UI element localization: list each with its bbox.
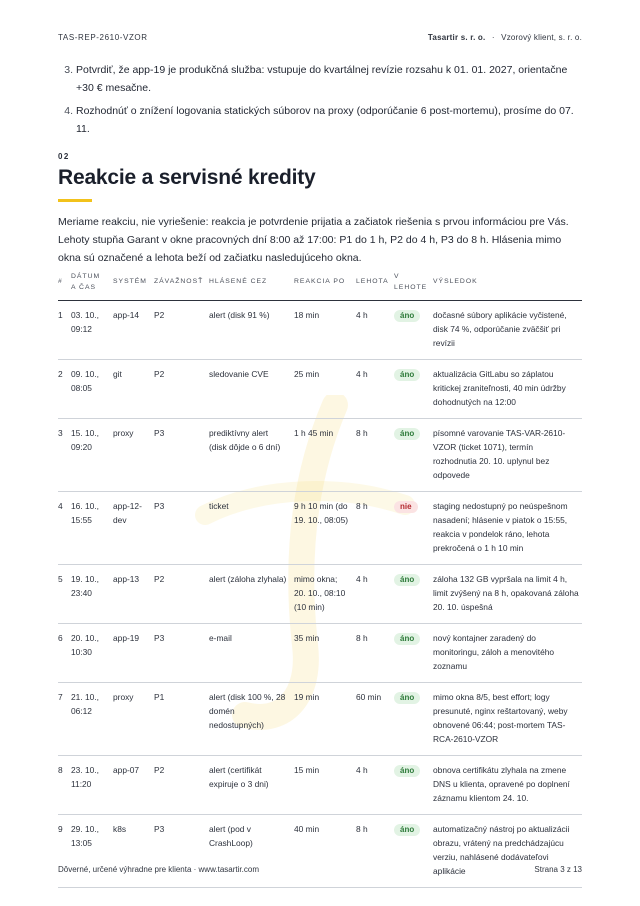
row-system: proxy (110, 683, 151, 756)
row-system: git (110, 360, 151, 419)
footer-confidential: Dôverné, určené výhradne pre klienta · www.tasartir.com (58, 865, 259, 874)
row-result: obnova certifikátu zlyhala na zmene DNS u klienta, opravené po doplnení záznamu klientom 24. 10. (430, 756, 582, 815)
row-limit: 4 h (353, 301, 391, 360)
column-header-limit: LEHOTA (353, 270, 391, 301)
row-reported-via: alert (disk 91 %) (206, 301, 291, 360)
row-in-limit-badge: áno (394, 765, 420, 777)
table-row (58, 756, 582, 815)
row-in-limit (391, 419, 430, 492)
header-client: Vzorový klient, s. r. o. (501, 32, 582, 42)
row-system: proxy (110, 419, 151, 492)
row-system: app-13 (110, 565, 151, 624)
row-index: 1 (58, 301, 68, 360)
row-result: aktualizácia GitLabu so záplatou kritickej zraniteľnosti, 40 min údržby dohodnutých na 12:00 (430, 360, 582, 419)
list-item-text: Potvrdiť, že app-19 je produkčná služba: vstupuje do kvartálnej revízie rozsahu k 01. 01. 2027, orientačne +30 € mesačne. (76, 64, 568, 94)
row-result: záloha 132 GB vypršala na limit 4 h, limit zvýšený na 8 h, opakovaná záloha 20. 10. úspešná (430, 565, 582, 624)
row-date: 16. 10., 15:55 (68, 492, 110, 565)
row-severity: P3 (151, 624, 206, 683)
row-limit: 8 h (353, 419, 391, 492)
row-limit: 4 h (353, 360, 391, 419)
table-row (58, 624, 582, 683)
row-in-limit-badge: áno (394, 633, 420, 645)
row-in-limit (391, 301, 430, 360)
row-reported-via: sledovanie CVE (206, 360, 291, 419)
row-response: 40 min (291, 815, 353, 888)
header-separator: · (491, 32, 495, 42)
row-in-limit-badge: áno (394, 369, 420, 381)
page-number: Strana 3 z 13 (534, 865, 582, 874)
row-date: 29. 10., 13:05 (68, 815, 110, 888)
row-response: 25 min (291, 360, 353, 419)
row-result: písomné varovanie TAS-VAR-2610-VZOR (ticket 1071), termín rozhodnutia 20. 10. uplynul bez odpovede (430, 419, 582, 492)
row-index: 9 (58, 815, 68, 888)
header-company-client (428, 33, 582, 42)
list-item (58, 61, 588, 97)
row-in-limit (391, 815, 430, 888)
list-item-text: Rozhodnúť o znížení logovania statických súborov na proxy (odporúčanie 6 post-mortemu), prosíme do 07. 11. (76, 105, 574, 135)
row-date: 03. 10., 09:12 (68, 301, 110, 360)
row-reported-via: alert (disk 100 %, 28 domén nedostupných) (206, 683, 291, 756)
row-in-limit-badge: nie (394, 501, 418, 513)
row-in-limit-badge: áno (394, 310, 420, 322)
column-header-index: # (58, 270, 68, 301)
table-row (58, 492, 582, 565)
row-reported-via: prediktívny alert (disk dôjde o 6 dní) (206, 419, 291, 492)
row-limit: 60 min (353, 683, 391, 756)
document-id: TAS-REP-2610-VZOR (58, 32, 148, 42)
row-in-limit (391, 683, 430, 756)
intro-list (58, 61, 588, 143)
table-row (58, 360, 582, 419)
list-item-number: 4. (64, 105, 73, 117)
row-severity: P1 (151, 683, 206, 756)
row-response: 15 min (291, 756, 353, 815)
row-index: 8 (58, 756, 68, 815)
row-response: 19 min (291, 683, 353, 756)
reaction-table (58, 270, 582, 888)
row-severity: P2 (151, 301, 206, 360)
page-header (58, 31, 582, 43)
row-index: 5 (58, 565, 68, 624)
row-date: 09. 10., 08:05 (68, 360, 110, 419)
row-in-limit-badge: áno (394, 574, 420, 586)
row-in-limit-badge: áno (394, 692, 420, 704)
table-row (58, 815, 582, 888)
row-system: app-12-dev (110, 492, 151, 565)
row-severity: P2 (151, 565, 206, 624)
row-system: k8s (110, 815, 151, 888)
row-severity: P3 (151, 815, 206, 888)
row-in-limit (391, 360, 430, 419)
list-item (58, 102, 588, 138)
row-in-limit (391, 756, 430, 815)
row-limit: 4 h (353, 756, 391, 815)
table-row (58, 419, 582, 492)
row-response: mimo okna; 20. 10., 08:10 (10 min) (291, 565, 353, 624)
row-date: 21. 10., 06:12 (68, 683, 110, 756)
column-header-severity: ZÁVAŽNOSŤ (151, 270, 206, 301)
row-reported-via: alert (pod v CrashLoop) (206, 815, 291, 888)
row-index: 6 (58, 624, 68, 683)
column-header-in-limit: V LEHOTE (391, 270, 430, 301)
row-system: app-14 (110, 301, 151, 360)
row-response: 35 min (291, 624, 353, 683)
row-result: dočasné súbory aplikácie vyčistené, disk 74 %, odporúčanie zväčšiť pri revízii (430, 301, 582, 360)
column-header-reported-via: HLÁSENÉ CEZ (206, 270, 291, 301)
section-title: Reakcie a servisné kredity (58, 166, 316, 189)
row-limit: 8 h (353, 815, 391, 888)
row-in-limit-badge: áno (394, 824, 420, 836)
row-system: app-19 (110, 624, 151, 683)
row-in-limit-badge: áno (394, 428, 420, 440)
row-in-limit (391, 624, 430, 683)
row-severity: P2 (151, 756, 206, 815)
table-row (58, 683, 582, 756)
row-response: 9 h 10 min (do 19. 10., 08:05) (291, 492, 353, 565)
row-date: 19. 10., 23:40 (68, 565, 110, 624)
row-result: staging nedostupný po neúspešnom nasadení; hlásenie v piatok o 15:55, reakcia v pondelok ráno, lehota prekročená o 1 h 10 min (430, 492, 582, 565)
row-response: 1 h 45 min (291, 419, 353, 492)
row-reported-via: e-mail (206, 624, 291, 683)
row-date: 20. 10., 10:30 (68, 624, 110, 683)
row-result: nový kontajner zaradený do monitoringu, záloh a menovitého zoznamu (430, 624, 582, 683)
row-severity: P3 (151, 492, 206, 565)
table-row (58, 565, 582, 624)
row-system: app-07 (110, 756, 151, 815)
row-limit: 4 h (353, 565, 391, 624)
row-index: 7 (58, 683, 68, 756)
row-severity: P2 (151, 360, 206, 419)
column-header-date: DÁTUM A ČAS (68, 270, 110, 301)
list-item-number: 3. (64, 64, 73, 76)
row-limit: 8 h (353, 492, 391, 565)
row-response: 18 min (291, 301, 353, 360)
table-row (58, 301, 582, 360)
column-header-system: SYSTÉM (110, 270, 151, 301)
row-limit: 8 h (353, 624, 391, 683)
row-date: 23. 10., 11:20 (68, 756, 110, 815)
row-reported-via: ticket (206, 492, 291, 565)
section-lead: Meriame reakciu, nie vyriešenie: reakcia je potvrdenie prijatia a začiatok riešenia s prvou informáciou pre Vás. Lehoty stupňa Garant v okne pracovných dní 8:00 až 17:00: P1 do 1 h, P2 do 4 h, P3 do 8 h. Hlásenia mimo okna sú označené a lehota beží od začiatku nasledujúceho okna. (58, 216, 569, 264)
column-header-result: VÝSLEDOK (430, 270, 582, 301)
row-date: 15. 10., 09:20 (68, 419, 110, 492)
row-severity: P3 (151, 419, 206, 492)
row-index: 4 (58, 492, 68, 565)
table-header-row (58, 270, 582, 301)
row-in-limit (391, 492, 430, 565)
section-number: 02 (58, 152, 70, 161)
header-company: Tasartir s. r. o. (427, 32, 486, 42)
row-reported-via: alert (záloha zlyhala) (206, 565, 291, 624)
title-accent-bar (58, 199, 92, 202)
row-reported-via: alert (certifikát expiruje o 3 dni) (206, 756, 291, 815)
column-header-response: REAKCIA PO (291, 270, 353, 301)
row-result: mimo okna 8/5, best effort; logy presunuté, nginx reštartovaný, weby obnovené 06:44; post-mortem TAS-RCA-2610-VZOR (430, 683, 582, 756)
row-index: 3 (58, 419, 68, 492)
row-result: automatizačný nástroj po aktualizácii obrazu, vrátený na predchádzajúcu verziu, nahlásené dodávateľovi aplikácie (430, 815, 582, 888)
row-in-limit (391, 565, 430, 624)
row-index: 2 (58, 360, 68, 419)
